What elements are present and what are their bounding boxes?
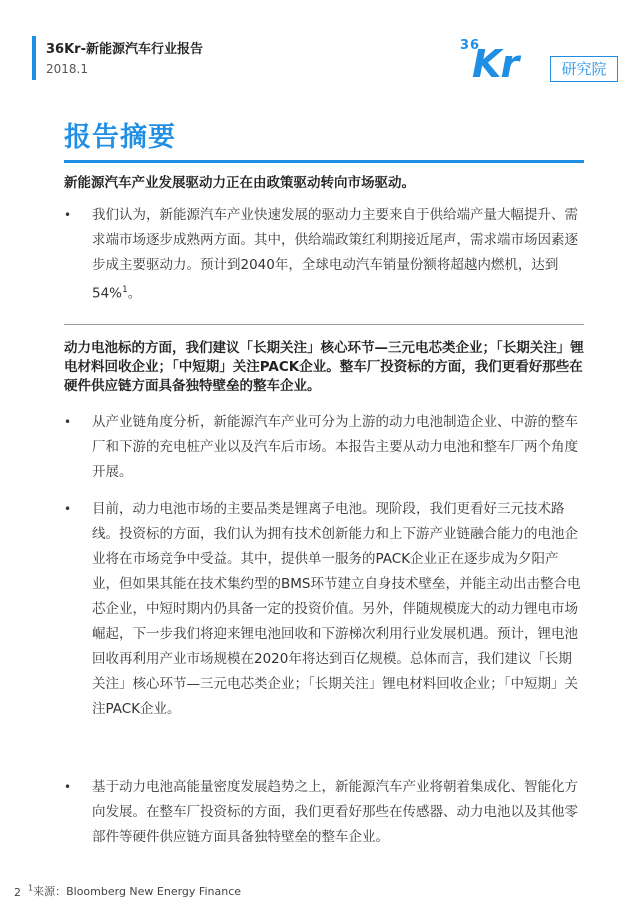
document-title: 36Kr-新能源汽车行业报告	[46, 42, 203, 57]
title-underline	[64, 160, 584, 163]
bullet-text: 从产业链角度分析，新能源汽车产业可分为上游的动力电池制造企业、中游的整车厂和下游的充电桩产业以及汽车后市场。本报告主要从动力电池和整车厂两个角度开展。	[92, 414, 578, 480]
logo-kr-text: Kr	[472, 42, 519, 86]
section2-bullet-2	[64, 497, 584, 722]
bullet-dot-icon: •	[64, 780, 72, 794]
section1-bullet	[64, 203, 584, 307]
bullet-dot-icon: •	[64, 502, 72, 516]
document-date: 2018.1	[46, 62, 88, 76]
logo-36-text: 36	[460, 38, 481, 53]
header-accent-bar	[32, 36, 36, 80]
bullet-dot-icon: •	[64, 208, 72, 222]
bullet-text: 基于动力电池高能量密度发展趋势之上，新能源汽车产业将朝着集成化、智能化方向发展。在整车厂投资标的方面，我们更看好那些在传感器、动力电池以及其他零部件等硬件供应链方面具备独特壁垒的整车企业。	[92, 779, 578, 845]
section2-title: 动力电池标的方面，我们建议「长期关注」核心环节—三元电芯类企业；「长期关注」锂电材料回收企业；「中短期」关注PACK企业。整车厂投资标的方面，我们更看好那些在硬件供应链方面具备独特壁垒的整车企业。	[64, 340, 584, 394]
bullet-dot-icon: •	[64, 415, 72, 429]
bullet-text: 目前，动力电池市场的主要品类是锂离子电池。现阶段，我们更看好三元技术路线。投资标的方面，我们认为拥有技术创新能力和上下游产业链融合能力的电池企业将在市场竞争中受益。其中，提供单一服务的PACK企业正在逐步成为夕阳产业，但如果其能在技术集约型的BMS环节建立自身技术壁垒，并能主动出击整合电芯企业，中短时期内仍具备一定的投资价值。另外，伴随规模庞大的动力锂电市场崛起，下一步我们将迎来锂电池回收和下游梯次利用行业发展机遇。预计，锂电池回收再利用产业市场规模在2020年将达到百亿规模。总体而言，我们建议「长期关注」核心环节—三元电芯类企业；「长期关注」锂电材料回收企业；「中短期」关注PACK企业。	[92, 501, 581, 717]
36kr-research-logo	[458, 32, 618, 88]
bullet-text: 我们认为，新能源汽车产业快速发展的驱动力主要来自于供给端产量大幅提升、需求端市场逐步成熟两方面。其中，供给端政策红利期接近尾声，需求端市场因素逐步成主要驱动力。预计到2040年，全球电动汽车销量份额将超越内燃机，达到54%$^1$。	[92, 207, 578, 302]
section1-title: 新能源汽车产业发展驱动力正在由政策驱动转向市场驱动。	[64, 175, 415, 191]
logo-institute-badge: 研究院	[550, 56, 618, 82]
footnote-source: $^1$来源：Bloomberg New Energy Finance	[28, 883, 242, 898]
section2-bullet-3	[64, 775, 584, 850]
section2-bullet-1	[64, 410, 584, 485]
page-number: 2	[14, 886, 21, 899]
section-divider	[64, 324, 584, 325]
page-title: 报告摘要	[64, 122, 176, 153]
